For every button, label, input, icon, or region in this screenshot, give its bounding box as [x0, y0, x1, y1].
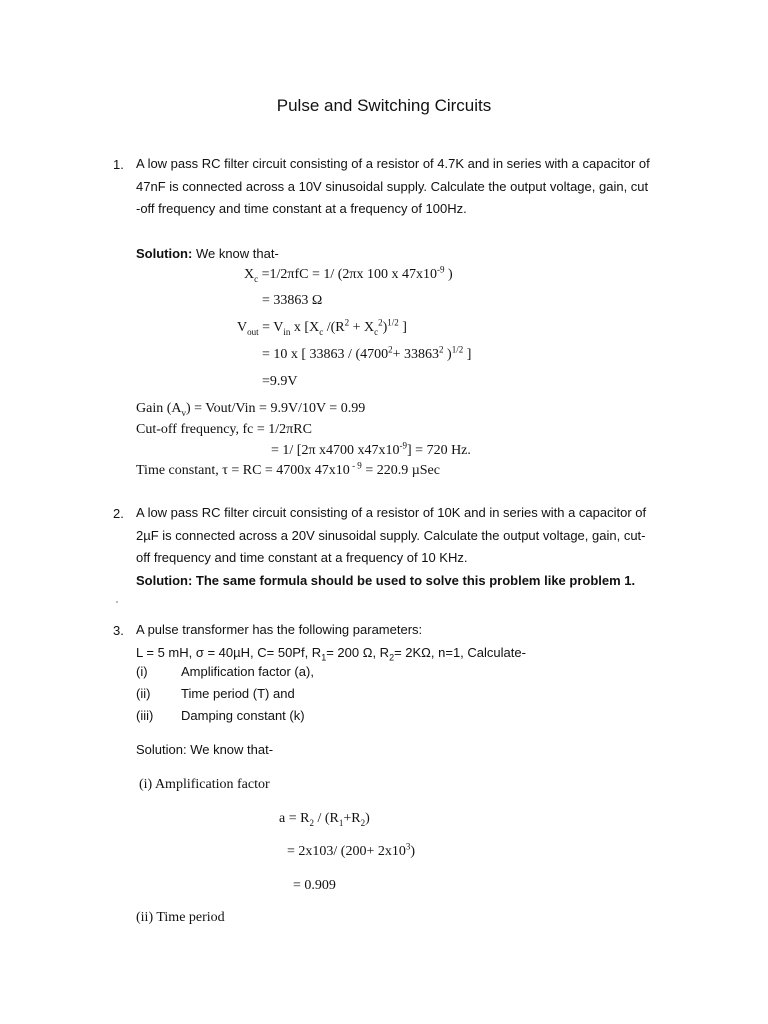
page-title: Pulse and Switching Circuits [276, 96, 492, 115]
problem-3-statement [136, 619, 681, 664]
problem-3-solution-heading: Solution: We know that- [136, 742, 274, 757]
problem-1-line-3: -off frequency and time constant at a frequency of 100Hz. [136, 201, 467, 216]
equation-a-substituted: = 2x103/ $(200+ 2x10^3)$ [287, 841, 416, 859]
problem-3-line-1: A pulse transformer has the following parameters: [136, 622, 423, 637]
solution-text: We know that- [192, 246, 279, 261]
equation-vout-result: =9.9V [262, 374, 298, 389]
problem-2-line-3: off frequency and time constant at a frequency of 10 KHz. [136, 550, 468, 565]
item-text: Time period (T) and [181, 686, 295, 701]
problem-3-item-3 [136, 705, 305, 727]
problem-2-line-2: 2µF is connected across a 20V sinusoidal supply. Calculate the output voltage, gain, cut- [136, 527, 646, 543]
subheading-time-period: (ii) Time period [136, 910, 225, 925]
solution-label: Solution: [136, 246, 193, 261]
item-label: (iii) [136, 708, 154, 723]
problem-1-line-2: 47nF is connected across a 10V sinusoidal supply. Calculate the output voltage, gain, cut [136, 178, 649, 194]
problem-3-item-1 [136, 661, 314, 683]
problem-1-solution-heading [136, 243, 279, 265]
item-label: (i) [136, 664, 148, 679]
equation-cutoff: Cut-off frequency, fc = 1/2πRC [136, 422, 312, 437]
problem-2-solution: Solution: The same formula should be used to solve this problem like problem 1. [136, 572, 636, 588]
equation-xc: $X_c =1/2\pi fC = 1/$ (2πx 100 x $47x10^{-9}$ ) [244, 264, 453, 284]
subheading-amplification-factor: (i) Amplification factor [139, 777, 270, 792]
problem-2-statement [136, 502, 681, 592]
equation-cutoff-result: = 1/ [2π x4700 $x47x10^{-9}] = 720$ Hz. [271, 440, 471, 458]
equation-a-result: = 0.909 [293, 878, 336, 893]
equation-vout: $V_{out} = V_{in}$ x [$X_c$ $/(R^2 + X_c^2)^{1/2}$ ] [237, 317, 407, 337]
problem-3-item-2 [136, 683, 295, 705]
equation-gain: Gain $(A_v)$ = Vout/Vin = 9.9V/10V = 0.99 [136, 401, 366, 418]
equation-xc-result: = 33863 Ω [262, 293, 323, 308]
item-label: (ii) [136, 686, 151, 701]
problem-2-number: 2. [113, 506, 124, 521]
problem-1-line-1: A low pass RC filter circuit consisting of a resistor of 4.7K and in series with a capacitor of [136, 156, 650, 171]
stray-mark [116, 601, 118, 603]
problem-3-parameters: L = 5 mH, σ = 40µH, C= 50Pf, $R_1= 200$ Ω, $R_2= 2K\Omega$, n=1, Calculate- [136, 644, 526, 663]
equation-time-constant: Time constant, τ = RC = 4700x 47x10 $^{- 9}$ = 220.9 µSec [136, 460, 440, 478]
problem-1-number: 1. [113, 157, 124, 172]
problem-3-number: 3. [113, 623, 124, 638]
equation-vout-substituted: = 10 x [ $33863 / (4700^2+ 33863^2$ )$^{1/2}$ ] [262, 344, 472, 362]
item-text: Damping constant (k) [181, 708, 305, 723]
item-text: Amplification factor (a), [181, 664, 314, 679]
problem-2-line-1: A low pass RC filter circuit consisting of a resistor of 10K and in series with a capacitor of [136, 505, 647, 520]
equation-a: $a = R_2 / (R_1+R_2)$ [279, 811, 370, 828]
problem-1-statement [136, 153, 681, 221]
